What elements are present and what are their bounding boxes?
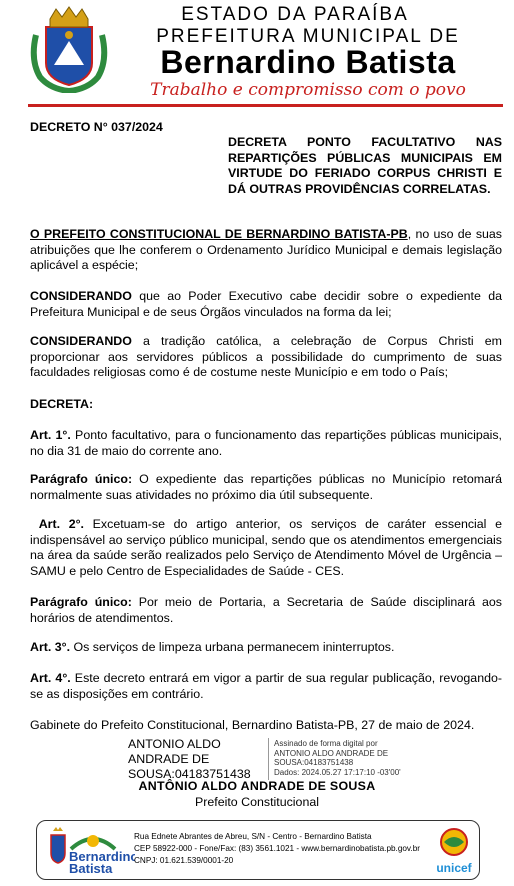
art-3-bold: Art. 3°.: [30, 640, 71, 654]
considerando-2-text: a tradição católica, a celebração de Corpus Christi em proporcionar aos servidores públicos a possibilidade do cumprimento de suas faculdades religiosas como é de costume neste Município e em todo o País;: [30, 334, 502, 379]
paragrafo-2-text: Por meio de Portaria, a Secretaria de Saúde disciplinará aos horários de atendimentos.: [30, 595, 502, 625]
digital-line-1: Assinado de forma digital por: [274, 739, 378, 748]
signer-name: ANTÔNIO ALDO ANDRADE DE SOUSA: [138, 779, 376, 793]
art-2-text: Excetuam-se do artigo anterior, os serviços de caráter essencial e indispensável ao serviço público municipal, sendo que os atendimentos emergenciais na área da saúde serão realizados pelo Serviço de Atendimento Móvel de Urgência – SAMU e pelo Centro de Especialidades de Saúde - CES.: [30, 517, 503, 578]
art-2-bold: Art. 2°.: [38, 517, 84, 531]
decree-ementa: DECRETA PONTO FACULTATIVO NAS REPARTIÇÕES PÚBLICAS MUNICIPAIS EM VIRTUDE DO FERIADO CORPUS CHRISTI E DÁ OUTRAS PROVIDÊNCIAS CORRELATAS.: [228, 135, 502, 196]
closing-line: Gabinete do Prefeito Constitucional, Bernardino Batista-PB, 27 de maio de 2024.: [30, 718, 475, 732]
signature-name-block: [128, 737, 251, 782]
paragrafo-1-bold: Parágrafo único:: [30, 472, 133, 486]
footer-crest-icon: [43, 827, 135, 875]
signature-line-2: ANDRADE DE: [128, 752, 210, 766]
paragrafo-1: [30, 472, 502, 503]
considerando-1: [30, 289, 502, 320]
digital-line-3: SOUSA:04183751438: [274, 758, 354, 767]
footer-box: [36, 820, 480, 880]
unicef-seal: [430, 824, 478, 876]
art-3-text: Os serviços de limpeza urbana permanecem ininterruptos.: [70, 640, 395, 654]
letterhead: [0, 0, 514, 110]
art-1: [30, 428, 502, 459]
digital-signature-stamp: [274, 739, 401, 777]
art-4: [30, 671, 502, 702]
unicef-label: unicef: [436, 861, 472, 875]
signature-line-3: SOUSA:04183751438: [128, 767, 251, 781]
art-4-bold: Art. 4°.: [30, 671, 71, 685]
footer-phone: CEP 58922-000 - Fone/Fax: (83) 3561.1021 - www.bernardinobatista.pb.gov.br: [134, 844, 420, 853]
considerando-1-bold: CONSIDERANDO: [30, 289, 132, 303]
municipal-crest-icon: [30, 5, 108, 93]
digital-line-2: ANTONIO ALDO ANDRADE DE: [274, 748, 389, 758]
art-1-text: Ponto facultativo, para o funcionamento das repartições públicas municipais, no dia 31 de maio do corrente ano.: [30, 428, 502, 458]
city-name: Bernardino Batista: [160, 44, 456, 80]
considerando-2: [30, 334, 502, 381]
signature-divider: [268, 738, 269, 780]
considerando-1-text: que ao Poder Executivo cabe decidir sobre o expediente da Prefeitura Municipal e de seus Órgãos vinculados na forma da lei;: [30, 289, 502, 319]
art-3: [30, 640, 502, 656]
intro-bold: O PREFEITO CONSTITUCIONAL DE BERNARDINO BATISTA-PB: [30, 227, 408, 241]
art-2: [30, 517, 502, 579]
decreta-heading: DECRETA:: [30, 397, 94, 411]
footer-logo: [43, 827, 135, 875]
header-divider: [28, 104, 503, 107]
art-1-bold: Art. 1°.: [30, 428, 71, 442]
intro-paragraph: [30, 227, 502, 274]
footer-contact: [134, 831, 420, 867]
intro-text: , no uso de suas atribuições que lhe conferem o Ordenamento Jurídico Municipal e demais legislação aplicável a espécie;: [30, 227, 502, 272]
slogan: Trabalho e compromisso com o povo: [150, 80, 466, 100]
digital-line-4: Dados: 2024.05.27 17:17:10 -03'00': [274, 767, 401, 777]
state-name: ESTADO DA PARAÍBA: [181, 4, 409, 25]
signature-line-1: ANTONIO ALDO: [128, 737, 221, 751]
paragrafo-2-bold: Parágrafo único:: [30, 595, 132, 609]
art-4-text: Este decreto entrará em vigor a partir de sua regular publicação, revogando-se as disposições em contrário.: [30, 671, 502, 701]
considerando-2-bold: CONSIDERANDO: [30, 334, 132, 348]
footer-cnpj: CNPJ: 01.621.539/0001-20: [134, 856, 234, 865]
footer-address: Rua Ednete Abrantes de Abreu, S/N - Centro - Bernardino Batista: [134, 832, 372, 841]
office-name: PREFEITURA MUNICIPAL DE: [156, 26, 460, 47]
unicef-seal-icon: [430, 824, 478, 876]
footer-logo-city-top: Bernardino: [69, 849, 135, 864]
footer-logo-city-bottom: Batista: [69, 861, 113, 875]
decree-number: DECRETO N° 037/2024: [30, 120, 163, 134]
signer-title: Prefeito Constitucional: [195, 795, 319, 809]
paragrafo-1-text: O expediente das repartições públicas no Município retomará normalmente suas atividades no próximo dia útil subsequente.: [30, 472, 502, 502]
paragrafo-2: [30, 595, 502, 626]
